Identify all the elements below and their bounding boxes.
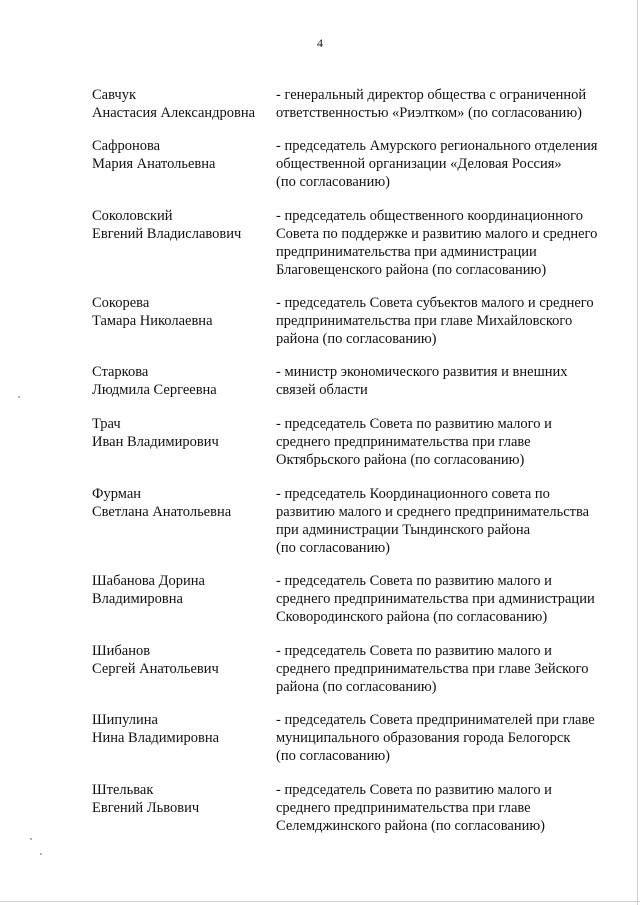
description-line: общественной организации «Деловая Россия»: [276, 156, 562, 172]
entry-description: [276, 137, 616, 191]
entry-name: [92, 207, 272, 243]
entry-description: [276, 415, 616, 469]
description-line: Благовещенского района (по согласованию): [276, 262, 547, 278]
description-line: Селемджинского района (по согласованию): [276, 818, 546, 834]
description-line: среднего предпринимательства при главе Зейского: [276, 661, 589, 677]
description-line: муниципального образования города Белогорск: [276, 730, 571, 746]
entry-description: [276, 642, 616, 696]
name-line: Шипулина: [92, 712, 158, 728]
description-line: - генеральный директор общества с ограниченной: [276, 87, 587, 103]
page-number: 4: [317, 36, 323, 50]
entry-name: [92, 415, 272, 451]
entry-name: [92, 642, 272, 678]
scan-speck: [30, 838, 32, 840]
description-line: - председатель Совета по развитию малого и: [276, 643, 552, 659]
name-line: Мария Анатольевна: [92, 156, 216, 172]
entry-name: [92, 485, 272, 521]
name-line: Тамара Николаевна: [92, 313, 213, 329]
name-line: Фурман: [92, 486, 142, 502]
description-line: предпринимательства при главе Михайловского: [276, 313, 573, 329]
entry-description: [276, 294, 616, 348]
entry-description: [276, 207, 616, 279]
entry-description: [276, 781, 616, 835]
description-line: - председатель общественного координационного: [276, 208, 583, 224]
description-line: при администрации Тындинского района: [276, 522, 531, 538]
description-line: ответственностью «Риэлтком» (по согласованию): [276, 105, 582, 121]
name-line: Иван Владимирович: [92, 434, 219, 450]
name-line: Трач: [92, 416, 121, 432]
name-line: Сафронова: [92, 138, 161, 154]
description-line: - председатель Координационного совета по: [276, 486, 550, 502]
name-line: Людмила Сергеевна: [92, 382, 217, 398]
entry-name: [92, 137, 272, 173]
description-line: - председатель Совета по развитию малого и: [276, 573, 552, 589]
name-line: Соколовский: [92, 208, 173, 224]
entry-name: [92, 363, 272, 399]
scan-edge-right: [637, 0, 638, 905]
description-line: среднего предпринимательства при главе: [276, 800, 531, 816]
description-line: развитию малого и среднего предпринимательства: [276, 504, 590, 520]
name-line: Евгений Львович: [92, 800, 200, 816]
name-line: Савчук: [92, 87, 136, 103]
entry-name: [92, 572, 272, 608]
description-line: предпринимательства при администрации: [276, 244, 537, 260]
description-line: (по согласованию): [276, 540, 390, 556]
scan-edge-bottom: [0, 901, 640, 902]
description-line: среднего предпринимательства при главе: [276, 434, 531, 450]
name-line: Шабанова Дорина: [92, 573, 205, 589]
name-line: Анастасия Александровна: [92, 105, 256, 121]
description-line: - председатель Совета предпринимателей при главе: [276, 712, 595, 728]
description-line: (по согласованию): [276, 748, 390, 764]
name-line: Старкова: [92, 364, 149, 380]
description-line: - председатель Совета по развитию малого и: [276, 782, 552, 798]
name-line: Светлана Анатольевна: [92, 504, 232, 520]
entry-description: [276, 711, 616, 765]
description-line: района (по согласованию): [276, 679, 437, 695]
description-line: - председатель Совета субъектов малого и среднего: [276, 295, 594, 311]
description-line: Октябрьского района (по согласованию): [276, 452, 525, 468]
description-line: - министр экономического развития и внешних: [276, 364, 568, 380]
description-line: - председатель Совета по развитию малого и: [276, 416, 552, 432]
scan-speck: [18, 396, 20, 398]
entry-name: [92, 86, 272, 122]
entry-name: [92, 294, 272, 330]
entry-name: [92, 781, 272, 817]
description-line: Совета по поддержке и развитию малого и среднего: [276, 226, 598, 242]
name-line: Владимировна: [92, 591, 183, 607]
name-line: Нина Владимировна: [92, 730, 220, 746]
name-line: Шибанов: [92, 643, 151, 659]
entry-description: [276, 86, 616, 122]
entry-description: [276, 363, 616, 399]
description-line: - председатель Амурского регионального отделения: [276, 138, 598, 154]
description-line: Сковородинского района (по согласованию): [276, 609, 548, 625]
description-line: связей области: [276, 382, 368, 398]
description-line: среднего предпринимательства при администрации: [276, 591, 595, 607]
name-line: Штельвак: [92, 782, 154, 798]
name-line: Сокорева: [92, 295, 150, 311]
description-line: района (по согласованию): [276, 331, 437, 347]
description-line: (по согласованию): [276, 174, 390, 190]
scan-speck: [40, 853, 42, 855]
entry-description: [276, 485, 616, 557]
entry-description: [276, 572, 616, 626]
name-line: Сергей Анатольевич: [92, 661, 219, 677]
name-line: Евгений Владиславович: [92, 226, 242, 242]
entry-name: [92, 711, 272, 747]
